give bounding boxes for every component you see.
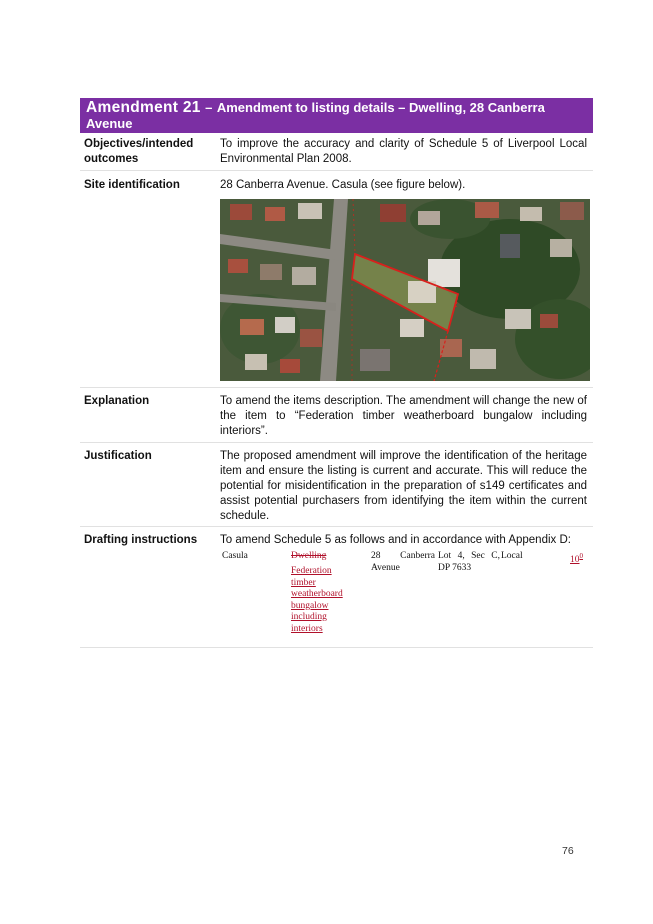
explanation-row xyxy=(80,388,593,443)
schedule-old-description: Dwelling xyxy=(291,551,327,561)
drafting-row xyxy=(80,527,593,648)
aerial-photo xyxy=(220,199,590,381)
amendment-table xyxy=(80,98,593,648)
justification-label: Justification xyxy=(84,450,152,462)
schedule-suburb: Casula xyxy=(222,551,248,561)
justification-text: The proposed amendment will improve the identification of the heritage item and ensure the listing is current and accurate. This will reduce the potential for misidentification in the preparation of s149 certificates and assist potential purchasers from identifying the item within the current schedule. xyxy=(220,450,587,522)
drafting-content xyxy=(220,533,593,647)
amendment-number: Amendment 21 xyxy=(86,99,201,116)
schedule-item-no: $10^0$ xyxy=(570,552,583,566)
header-separator: – xyxy=(205,100,213,115)
drafting-text: To amend Schedule 5 as follows and in accordance with Appendix D: xyxy=(220,534,571,546)
drafting-label: Drafting instructions xyxy=(84,534,198,546)
schedule-significance: Local xyxy=(501,551,523,561)
site-row xyxy=(80,171,593,388)
amendment-header xyxy=(80,98,593,133)
page-number: 76 xyxy=(562,845,574,857)
schedule-new-description: Federation timber weatherboard bungalow including interiors xyxy=(291,566,343,634)
explanation-label: Explanation xyxy=(84,395,150,407)
site-text: 28 Canberra Avenue. Casula (see figure below). xyxy=(220,179,466,191)
explanation-text: To amend the items description. The amendment will change the new of the item to “Federation timber weatherboard bungalow including interiors”. xyxy=(220,395,587,437)
site-label: Site identification xyxy=(84,179,180,191)
justification-row xyxy=(80,443,593,527)
objectives-label: Objectives/intended outcomes xyxy=(84,138,194,165)
schedule-address: 28 Canberra Avenue xyxy=(371,551,435,573)
schedule-5-row xyxy=(220,548,587,638)
amendment-title: Amendment to listing details – Dwelling, 28 Canberra Avenue xyxy=(86,100,545,131)
schedule-property: Lot 4, Sec C, DP 7633 xyxy=(438,551,500,573)
objectives-text: To improve the accuracy and clarity of Schedule 5 of Liverpool Local Environmental Plan 2008. xyxy=(220,138,587,165)
objectives-row xyxy=(80,133,593,171)
site-content xyxy=(220,178,596,387)
